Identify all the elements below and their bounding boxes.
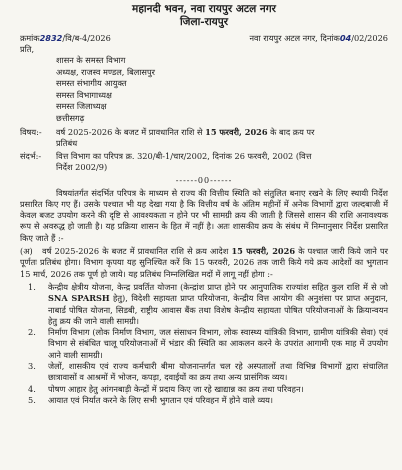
recipient-item: समस्त जिलाध्यक्ष [56,101,107,112]
subject-block: विषय:- वर्ष 2025-2026 के बजट में प्रावधानित राशि से 15 फरवरी, 2026 के बाद क्रय पर प्रतिबंध [20,126,315,148]
recipient-list [56,55,388,125]
reference-line [20,33,388,44]
paragraph-intro: विषयांतर्गत संदर्भित परिपत्र के माध्यम से राज्य की वित्तीय स्थिति को संतुलित बनाए रखने के लिए स्थायी निर्देश प्रसारित किए गए हैं। उसके पश्चात भी यह देखा गया है कि वित्तीय वर्ष के अंतिम महीनों में अनेक विभागों द्वारा जल्दबाजी में केवल बजट उपयोग करने की दृष्टि से आवश्यकता न होने पर भी सामग्री क्रय की जाती है जिससे शासन की राशि अनावश्यक रूप से अवरुद्ध हो जाती है। यह प्रक्रिया शासन के हित में नहीं है। अतः शासकीय क्रय के संबंध में निम्नानुसार निर्देश प्रसारित किए जाते हैं :- [20,187,388,243]
kramank: क्रमांक2832/वि/ब-4/2026 [20,33,111,43]
list-item: 1. केन्द्रीय क्षेत्रीय योजना, केन्द्र प्रवर्तित योजना (केन्द्रांश प्राप्त होने पर आनुपातिक राज्यांश सहित कुल राशि में से जो SNA SPARSH हेतु), विदेशी सहायता प्राप्त परियोजना, केन्द्रीय वित्त आयोग की अनुशंसा पर प्राप्त अनुदान, नाबार्ड पोषित योजना, सिडबी, राष्ट्रीय आवास बैंक तथा विशेष केन्द्रीय सहायता पोषित परियोजनाओं के क्रियान्वयन हेतु क्रय की जाने वाली सामग्री। [28,281,388,326]
list-item: 2. निर्माण विभाग (लोक निर्माण विभाग, जल संसाधन विभाग, लोक स्वास्थ्य यांत्रिकी विभाग, ग्रामीण यांत्रिकी सेवा) एवं विभाग से संबंधित चालू परियोजनाओं में भंडार की स्थिति का आकलन करने के उपरांत आगामी एक माह में उपयोग आने वाली सामग्री। [28,327,388,360]
subject-label: विषय:- [20,126,42,137]
date-handwritten: 04 [339,33,352,43]
list-item: 5. आयात एवं निर्यात करने के लिए सभी भुगतान एवं परिवहन में होने वाले व्यय। [28,394,273,405]
prati-label: प्रति, [20,44,35,54]
recipient-item: समस्त संभागीय आयुक्त [56,78,127,89]
exemption-list [20,282,388,406]
list-item: 4. पोषण आहार हेतु आंगनबाड़ी केन्द्रों में प्रदाय किए जा रहे खाद्यान्न का क्रय तथा परिवहन। [28,383,304,394]
list-item: 3. जेलों, शासकीय एवं राज्य कर्मचारी बीमा योजनान्तर्गत चल रहे अस्पतालों तथा विभिन्न विभागों द्वारा संचालित छात्रावासों व आश्रमों में भोजन, कपड़ा, दवाईयों का क्रय तथा अन्य प्रासंगिक व्यय। [28,361,388,383]
place-date: नवा रायपुर अटल नगर, दिनांक04/02/2026 [249,33,388,43]
kramank-handwritten-number: 2832 [39,33,63,43]
paragraph-a: (अ) वर्ष 2025-2026 के बजट में प्रावधानित राशि से क्रय आदेश 15 फरवरी, 2026 के पश्चात जारी किये जाने पर पूर्णतः प्रतिबंध होगा। विभाग कृपया यह सुनिश्चित करें कि 15 फरवरी, 2026 तक जारी किये गये क्रय आदेशों का भुगतान 15 मार्च, 2026 तक पूर्ण हो जाये। यह प्रतिबंध निम्नलिखित मदों में लागू नहीं होगा :- [20,246,388,279]
recipient-item: शासन के समस्त विभाग [56,55,126,65]
letterhead [20,3,388,29]
separator: ------00------ [175,175,233,185]
letterhead-line-1: महानदी भवन, नवा रायपुर अटल नगर [132,3,276,15]
subject-date-bold: 15 फरवरी, 2026 [205,126,268,137]
recipient-item: छत्तीसगढ़ [56,112,85,123]
reference-block: संदर्भ:- वित्त विभाग का परिपत्र क्र. 320/बी-1/चार/2002, दिनांक 26 फरवरी, 2002 (वित्त निर्देश 2002/9) [20,150,312,172]
letterhead-line-2: जिला-रायपुर [179,16,229,28]
reference-label: संदर्भ:- [20,150,42,161]
recipient-item: अध्यक्ष, राजस्व मण्डल, बिलासपुर [56,66,155,77]
recipient-item: समस्त विभागाध्यक्ष [56,89,112,100]
letter-body [20,188,388,407]
